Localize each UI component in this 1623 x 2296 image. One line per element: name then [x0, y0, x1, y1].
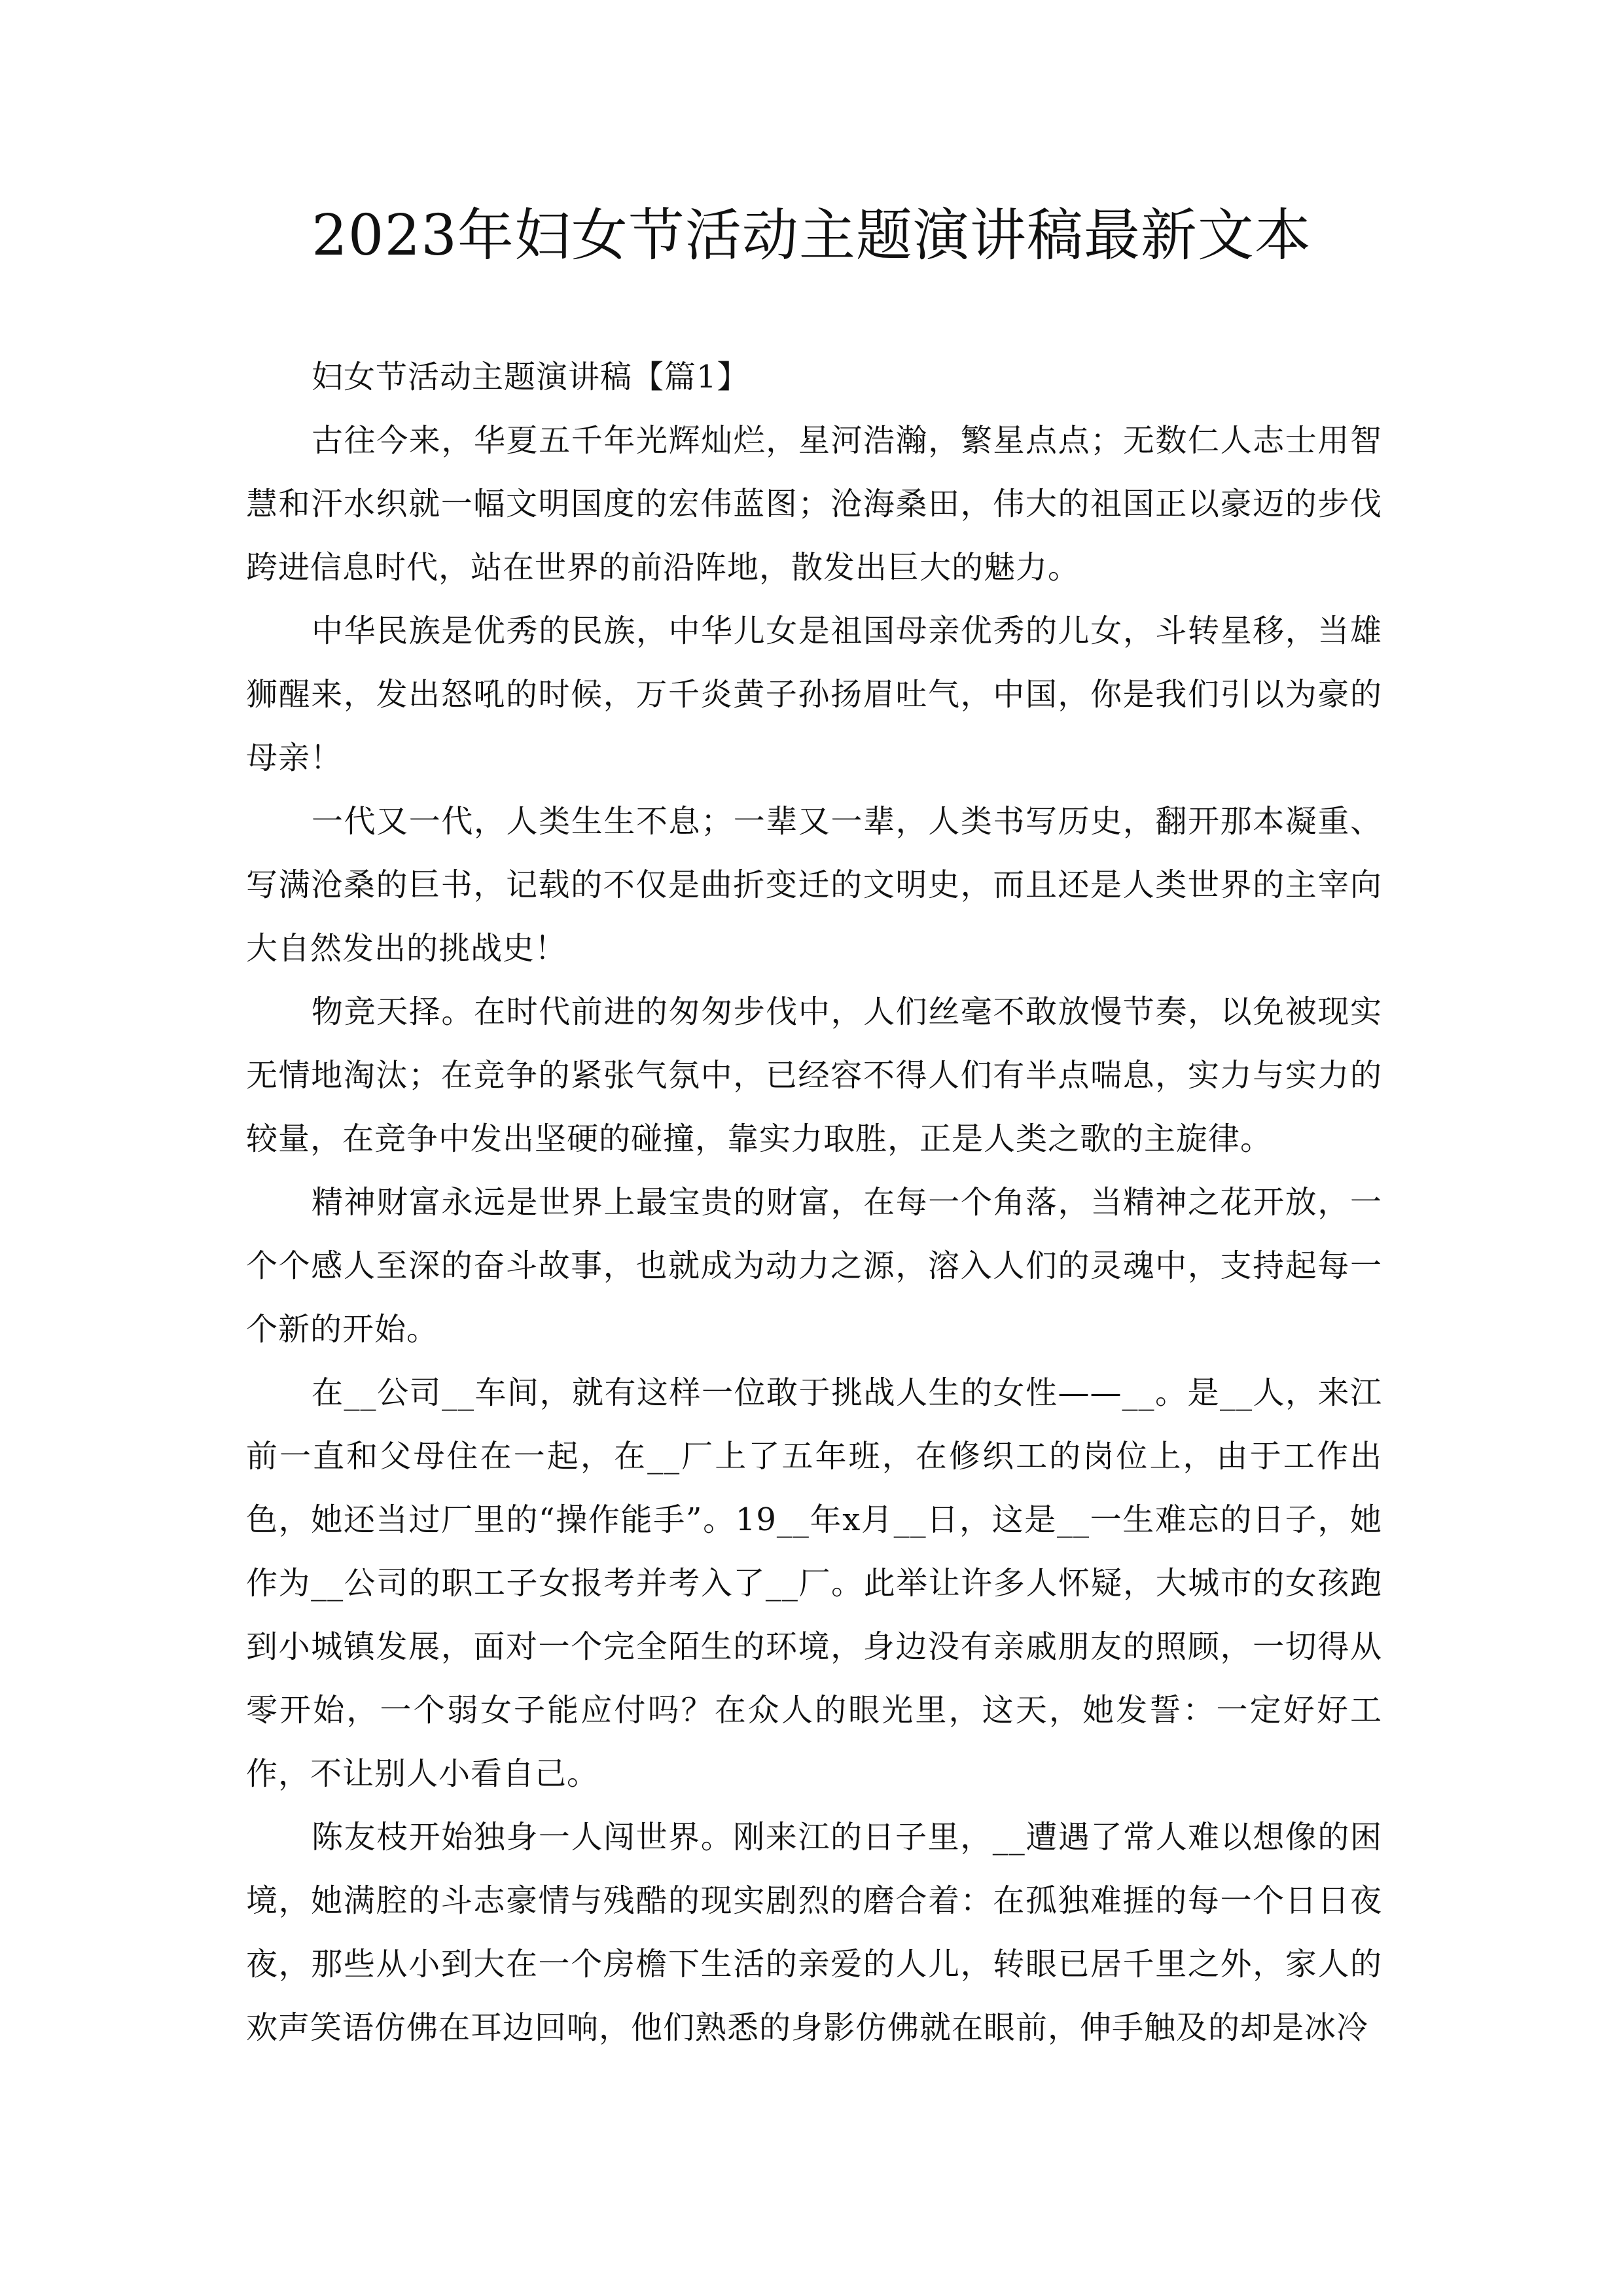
paragraph-4: 物竞天择。在时代前进的匆匆步伐中，人们丝毫不敢放慢节奏，以免被现实无情地淘汰；在竞争的紧张气氛中，已经容不得人们有半点喘息，实力与实力的较量，在竞争中发出坚硬的碰撞，靠实力取胜，正是人类之歌的主旋律。 — [246, 994, 1382, 1157]
paragraph-6: 在__公司__车间，就有这样一位敢于挑战人生的女性——__。是__人，来江前一直和父母住在一起，在__厂上了五年班，在修织工的岗位上，由于工作出色，她还当过厂里的“操作能手”。19__年x月__日，这是__一生难忘的日子，她作为__公司的职工子女报考并考入了__厂。此举让许多人怀疑，大城市的女孩跑到小城镇发展，面对一个完全陌生的环境，身边没有亲戚朋友的照顾，一切得从零开始，一个弱女子能应付吗？在众人的眼光里，这天，她发誓：一定好好工作，不让别人小看自己。 — [246, 1374, 1382, 1792]
paragraph-1: 古往今来，华夏五千年光辉灿烂，星河浩瀚，繁星点点；无数仁人志士用智慧和汗水织就一幅文明国度的宏伟蓝图；沧海桑田，伟大的祖国正以豪迈的步伐跨进信息时代，站在世界的前沿阵地，散发出巨大的魅力。 — [246, 422, 1382, 586]
section-heading: 妇女节活动主题演讲稿【篇1】 — [312, 359, 749, 395]
paragraph-2: 中华民族是优秀的民族，中华儿女是祖国母亲优秀的儿女，斗转星移，当雄狮醒来，发出怒吼的时候，万千炎黄子孙扬眉吐气，中国，你是我们引以为豪的母亲！ — [246, 613, 1382, 776]
document-title: 2023年妇女节活动主题演讲稿最新文本 — [312, 203, 1311, 268]
paragraph-5: 精神财富永远是世界上最宝贵的财富，在每一个角落，当精神之花开放，一个个感人至深的奋斗故事，也就成为动力之源，溶入人们的灵魂中，支持起每一个新的开始。 — [246, 1184, 1382, 1348]
paragraph-3: 一代又一代，人类生生不息；一辈又一辈，人类书写历史，翻开那本凝重、写满沧桑的巨书，记载的不仅是曲折变迁的文明史，而且还是人类世界的主宰向大自然发出的挑战史！ — [246, 803, 1382, 967]
paragraph-7: 陈友枝开始独身一人闯世界。刚来江的日子里，__遭遇了常人难以想像的困境，她满腔的斗志豪情与残酷的现实剧烈的磨合着：在孤独难捱的每一个日日夜夜，那些从小到大在一个房檐下生活的亲爱的人儿，转眼已居千里之外，家人的欢声笑语仿佛在耳边回响，他们熟悉的身影仿佛就在眼前，伸手触及的却是冰冷 — [246, 1819, 1382, 2046]
document-body — [246, 346, 1382, 2060]
